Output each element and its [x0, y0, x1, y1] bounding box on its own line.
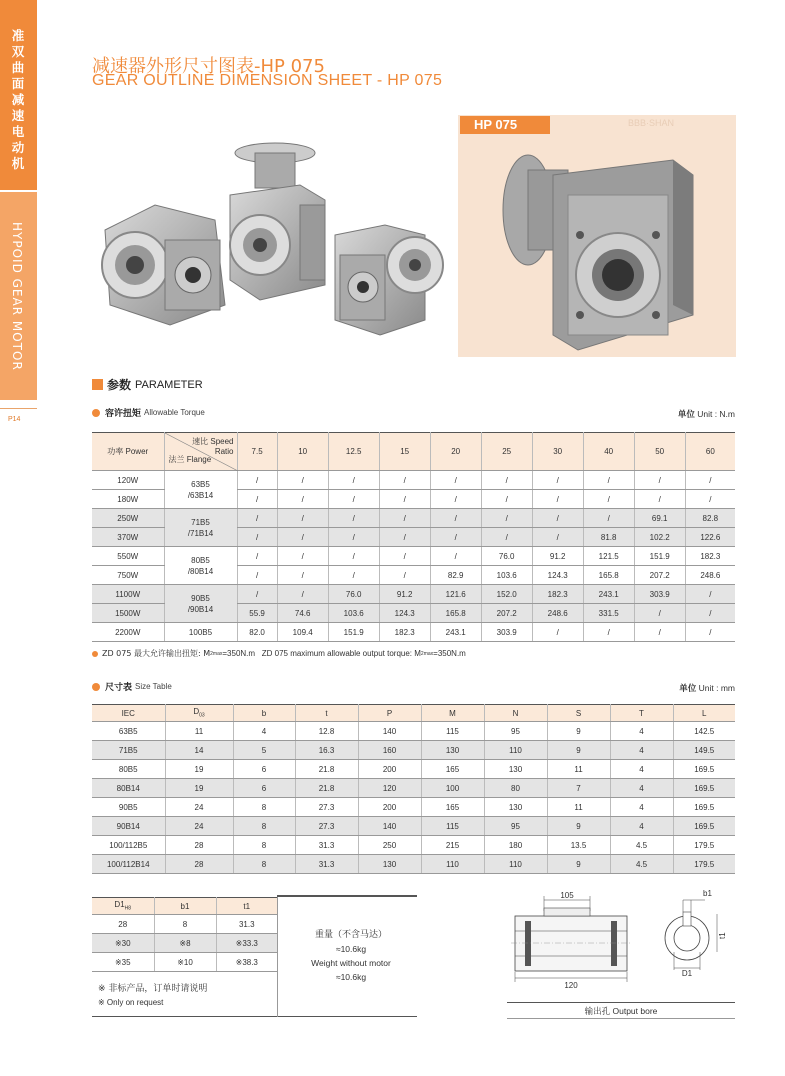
- torque-value-cell: /: [430, 547, 481, 566]
- torque-value-cell: /: [328, 528, 379, 547]
- torque-value-cell: 248.6: [685, 566, 735, 585]
- size-cell: 9: [547, 722, 610, 741]
- size-table: [92, 704, 735, 874]
- size-cell: 4.5: [610, 836, 673, 855]
- size-cell: 110: [484, 741, 547, 760]
- size-cell: 24: [165, 798, 233, 817]
- size-cell: 4: [610, 741, 673, 760]
- side-tab-en-title: HYPOID GEAR MOTOR: [10, 222, 24, 371]
- header-t-cap: T: [610, 705, 673, 722]
- size-cell: 215: [421, 836, 484, 855]
- size-cell: 130: [484, 798, 547, 817]
- parameter-heading: 参数 PARAMETER: [92, 376, 203, 393]
- torque-value-cell: 82.9: [430, 566, 481, 585]
- side-divider: [0, 408, 37, 409]
- header-power: 功率 Power: [92, 433, 164, 471]
- torque-value-cell: 207.2: [481, 604, 532, 623]
- size-unit: 单位 Unit : mm: [679, 683, 735, 694]
- torque-value-cell: /: [634, 471, 685, 490]
- torque-value-cell: 182.3: [685, 547, 735, 566]
- torque-value-cell: /: [634, 490, 685, 509]
- power-cell: 1500W: [92, 604, 164, 623]
- torque-value-cell: /: [532, 528, 583, 547]
- bore-table: [92, 897, 277, 972]
- size-cell: 179.5: [673, 836, 735, 855]
- torque-value-cell: /: [328, 509, 379, 528]
- torque-value-cell: /: [583, 509, 634, 528]
- side-tab-cn-title: 准 双 曲 面 减 速 电 动 机: [11, 28, 25, 171]
- torque-value-cell: 55.9: [237, 604, 277, 623]
- torque-value-cell: /: [685, 604, 735, 623]
- side-tab: [0, 0, 37, 400]
- size-cell: 5: [233, 741, 295, 760]
- size-row: [92, 798, 735, 817]
- size-cell: 140: [358, 817, 421, 836]
- output-bore-drawing: [507, 886, 735, 1002]
- size-cell: 8: [233, 836, 295, 855]
- size-cell: 149.5: [673, 741, 735, 760]
- torque-value-cell: /: [379, 566, 430, 585]
- size-cell: 95: [484, 722, 547, 741]
- size-cell: 6: [233, 779, 295, 798]
- size-cell: 110: [421, 855, 484, 874]
- size-cell: 165: [421, 798, 484, 817]
- torque-value-cell: 152.0: [481, 585, 532, 604]
- torque-value-cell: /: [634, 623, 685, 642]
- torque-value-cell: /: [328, 566, 379, 585]
- torque-value-cell: /: [532, 490, 583, 509]
- torque-value-cell: 124.3: [532, 566, 583, 585]
- power-cell: 370W: [92, 528, 164, 547]
- torque-value-cell: 122.6: [685, 528, 735, 547]
- size-row: [92, 855, 735, 874]
- header-iec: IEC: [92, 705, 165, 722]
- torque-value-cell: /: [379, 471, 430, 490]
- size-cell: 11: [547, 798, 610, 817]
- torque-header-row: [92, 433, 735, 471]
- flange-cell: 71B5 /71B14: [164, 509, 237, 547]
- torque-value-cell: /: [277, 585, 328, 604]
- bullet-dot-icon: [92, 651, 98, 657]
- torque-value-cell: /: [277, 566, 328, 585]
- torque-value-cell: 151.9: [634, 547, 685, 566]
- torque-value-cell: 165.8: [583, 566, 634, 585]
- bullet-dot-icon: [92, 409, 100, 417]
- torque-value-cell: /: [685, 471, 735, 490]
- size-cell: 4: [610, 760, 673, 779]
- torque-value-cell: 76.0: [328, 585, 379, 604]
- size-cell: 14: [165, 741, 233, 760]
- header-ratio: 50: [634, 433, 685, 471]
- size-row: [92, 836, 735, 855]
- header-b: b: [233, 705, 295, 722]
- size-cell: 63B5: [92, 722, 165, 741]
- torque-value-cell: /: [532, 623, 583, 642]
- size-heading: 尺寸表 Size Table: [92, 680, 172, 693]
- dim-t1-label: t1: [718, 932, 727, 939]
- bore-cell: ※10: [154, 953, 216, 972]
- torque-value-cell: /: [583, 471, 634, 490]
- dim-105-label: 105: [560, 891, 574, 900]
- torque-value-cell: 76.0: [481, 547, 532, 566]
- power-cell: 550W: [92, 547, 164, 566]
- size-row: [92, 722, 735, 741]
- page-title-en: GEAR OUTLINE DIMENSION SHEET - HP 075: [92, 72, 443, 89]
- bore-row: [92, 953, 277, 972]
- torque-value-cell: /: [237, 566, 277, 585]
- header-ratio: 30: [532, 433, 583, 471]
- size-cell: 4: [610, 779, 673, 798]
- bore-frame-top: [277, 895, 417, 897]
- size-cell: 9: [547, 741, 610, 760]
- bore-cell: 31.3: [216, 915, 277, 934]
- size-cell: 130: [421, 741, 484, 760]
- torque-value-cell: 102.2: [634, 528, 685, 547]
- torque-heading: 容许扭矩 Allowable Torque: [92, 406, 205, 419]
- torque-value-cell: 207.2: [634, 566, 685, 585]
- size-cell: 6: [233, 760, 295, 779]
- size-cell: 4.5: [610, 855, 673, 874]
- power-cell: 120W: [92, 471, 164, 490]
- power-cell: 180W: [92, 490, 164, 509]
- flange-cell: 63B5 /63B14: [164, 471, 237, 509]
- torque-value-cell: 103.6: [481, 566, 532, 585]
- size-cell: 11: [547, 760, 610, 779]
- torque-value-cell: 165.8: [430, 604, 481, 623]
- torque-value-cell: 182.3: [532, 585, 583, 604]
- dim-120-label: 120: [564, 981, 578, 990]
- torque-value-cell: 91.2: [379, 585, 430, 604]
- size-cell: 130: [358, 855, 421, 874]
- torque-row: [92, 471, 735, 490]
- header-ratio: 7.5: [237, 433, 277, 471]
- size-cell: 13.5: [547, 836, 610, 855]
- header-ratio: 15: [379, 433, 430, 471]
- dim-b1-label: b1: [703, 889, 712, 898]
- header-ratio: 12.5: [328, 433, 379, 471]
- size-header-row: [92, 705, 735, 722]
- size-cell: 11: [165, 722, 233, 741]
- header-t: t: [295, 705, 358, 722]
- torque-value-cell: /: [328, 471, 379, 490]
- header-ratio-flange: 速比 Speed Ratio 法兰 Flange: [164, 433, 237, 471]
- size-cell: 100: [421, 779, 484, 798]
- nonstandard-note-en: ※ Only on request: [98, 998, 164, 1007]
- torque-value-cell: /: [379, 509, 430, 528]
- size-cell: 179.5: [673, 855, 735, 874]
- size-cell: 80: [484, 779, 547, 798]
- size-cell: 31.3: [295, 855, 358, 874]
- torque-value-cell: /: [685, 490, 735, 509]
- torque-value-cell: 82.0: [237, 623, 277, 642]
- torque-value-cell: /: [430, 509, 481, 528]
- torque-value-cell: 103.6: [328, 604, 379, 623]
- size-cell: 160: [358, 741, 421, 760]
- torque-value-cell: /: [328, 547, 379, 566]
- gearbox-1-image: [102, 205, 225, 325]
- torque-value-cell: /: [237, 585, 277, 604]
- page-title-cn: 减速器外形尺寸图表-HP 075: [92, 56, 325, 77]
- size-cell: 8: [233, 798, 295, 817]
- bore-header-row: [92, 898, 277, 915]
- size-cell: 140: [358, 722, 421, 741]
- size-cell: 19: [165, 760, 233, 779]
- header-b1: b1: [154, 898, 216, 915]
- dim-d1-label: D1: [681, 969, 693, 978]
- bore-cell: ※38.3: [216, 953, 277, 972]
- size-cell: 31.3: [295, 836, 358, 855]
- torque-value-cell: 151.9: [328, 623, 379, 642]
- bore-cell: 28: [92, 915, 154, 934]
- torque-note: ZD 075 最大允许输出扭矩: M 2max =350N.m ZD 075 maximum allowable output torque: M 2max =350N.m: [92, 648, 466, 659]
- hp075-label: HP 075: [460, 116, 550, 134]
- torque-value-cell: /: [237, 490, 277, 509]
- torque-value-cell: 248.6: [532, 604, 583, 623]
- size-cell: 24: [165, 817, 233, 836]
- torque-value-cell: 303.9: [481, 623, 532, 642]
- torque-row: [92, 547, 735, 566]
- torque-value-cell: /: [237, 528, 277, 547]
- torque-value-cell: 182.3: [379, 623, 430, 642]
- size-cell: 169.5: [673, 779, 735, 798]
- torque-value-cell: /: [532, 509, 583, 528]
- torque-value-cell: 124.3: [379, 604, 430, 623]
- header-d: $D_{03}$: [165, 705, 233, 722]
- power-cell: 250W: [92, 509, 164, 528]
- flange-cell: 80B5 /80B14: [164, 547, 237, 585]
- size-cell: 8: [233, 817, 295, 836]
- size-cell: 115: [421, 722, 484, 741]
- size-cell: 169.5: [673, 817, 735, 836]
- torque-value-cell: /: [430, 471, 481, 490]
- nonstandard-note-cn: ※ 非标产品，订单时请说明: [98, 984, 208, 994]
- header-l: L: [673, 705, 735, 722]
- torque-value-cell: /: [583, 490, 634, 509]
- torque-value-cell: /: [237, 471, 277, 490]
- torque-value-cell: /: [481, 490, 532, 509]
- torque-value-cell: 303.9: [634, 585, 685, 604]
- torque-value-cell: 331.5: [583, 604, 634, 623]
- weight-info: 重量（不含马达） ≈10.6kg Weight without motor ≈10.6kg: [311, 930, 391, 982]
- size-cell: 120: [358, 779, 421, 798]
- size-cell: 8: [233, 855, 295, 874]
- size-cell: 95: [484, 817, 547, 836]
- torque-value-cell: 243.1: [583, 585, 634, 604]
- heading-square-icon: [92, 379, 103, 390]
- size-row: [92, 779, 735, 798]
- size-cell: 200: [358, 760, 421, 779]
- torque-value-cell: /: [277, 471, 328, 490]
- torque-value-cell: /: [379, 528, 430, 547]
- torque-value-cell: 91.2: [532, 547, 583, 566]
- size-cell: 4: [610, 722, 673, 741]
- torque-value-cell: /: [277, 509, 328, 528]
- torque-value-cell: /: [237, 509, 277, 528]
- hp075-photo: [458, 115, 736, 357]
- header-t1: t1: [216, 898, 277, 915]
- torque-value-cell: /: [328, 490, 379, 509]
- size-cell: 250: [358, 836, 421, 855]
- torque-value-cell: /: [481, 528, 532, 547]
- size-cell: 27.3: [295, 798, 358, 817]
- torque-value-cell: /: [237, 547, 277, 566]
- size-cell: 7: [547, 779, 610, 798]
- bore-divider: [277, 897, 278, 1017]
- torque-row: [92, 623, 735, 642]
- torque-row: [92, 585, 735, 604]
- gearbox-3-image: [335, 225, 443, 335]
- header-ratio: 40: [583, 433, 634, 471]
- torque-value-cell: 121.6: [430, 585, 481, 604]
- size-cell: 180: [484, 836, 547, 855]
- size-cell: 27.3: [295, 817, 358, 836]
- torque-unit: 单位 Unit : N.m: [677, 409, 735, 420]
- size-cell: 165: [421, 760, 484, 779]
- watermark: BBB·SHAN: [628, 118, 675, 128]
- torque-value-cell: /: [277, 547, 328, 566]
- header-ratio: 20: [430, 433, 481, 471]
- size-cell: 28: [165, 836, 233, 855]
- torque-value-cell: 243.1: [430, 623, 481, 642]
- torque-value-cell: /: [430, 528, 481, 547]
- hp075-gearbox-image: [458, 115, 736, 357]
- torque-value-cell: /: [634, 604, 685, 623]
- bore-cell: ※33.3: [216, 934, 277, 953]
- size-cell: 21.8: [295, 760, 358, 779]
- header-ratio: 10: [277, 433, 328, 471]
- power-cell: 750W: [92, 566, 164, 585]
- torque-value-cell: 74.6: [277, 604, 328, 623]
- header-ratio: 25: [481, 433, 532, 471]
- bore-cell: ※30: [92, 934, 154, 953]
- torque-value-cell: /: [532, 471, 583, 490]
- size-cell: 142.5: [673, 722, 735, 741]
- size-row: [92, 741, 735, 760]
- size-cell: 28: [165, 855, 233, 874]
- header-p: P: [358, 705, 421, 722]
- size-cell: 90B5: [92, 798, 165, 817]
- size-cell: 4: [610, 798, 673, 817]
- bore-cell: ※35: [92, 953, 154, 972]
- size-cell: 71B5: [92, 741, 165, 760]
- page-number: P14: [8, 416, 21, 423]
- bullet-dot-icon: [92, 683, 100, 691]
- power-cell: 1100W: [92, 585, 164, 604]
- torque-value-cell: /: [685, 623, 735, 642]
- size-cell: 9: [547, 855, 610, 874]
- header-n: N: [484, 705, 547, 722]
- torque-value-cell: 121.5: [583, 547, 634, 566]
- torque-value-cell: 81.8: [583, 528, 634, 547]
- torque-value-cell: /: [379, 547, 430, 566]
- size-cell: 130: [484, 760, 547, 779]
- flange-cell: 90B5 /90B14: [164, 585, 237, 623]
- header-m: M: [421, 705, 484, 722]
- size-cell: 169.5: [673, 798, 735, 817]
- bore-row: [92, 915, 277, 934]
- flange-cell: 100B5: [164, 623, 237, 642]
- size-cell: 169.5: [673, 760, 735, 779]
- bore-row: [92, 934, 277, 953]
- size-cell: 90B14: [92, 817, 165, 836]
- header-ratio: 60: [685, 433, 735, 471]
- torque-value-cell: 69.1: [634, 509, 685, 528]
- size-cell: 110: [484, 855, 547, 874]
- gearbox-2-image: [230, 143, 325, 300]
- size-cell: 12.8: [295, 722, 358, 741]
- product-photo-group: [95, 135, 445, 350]
- size-cell: 80B14: [92, 779, 165, 798]
- torque-value-cell: /: [685, 585, 735, 604]
- size-cell: 80B5: [92, 760, 165, 779]
- torque-value-cell: /: [430, 490, 481, 509]
- torque-value-cell: /: [277, 528, 328, 547]
- size-cell: 4: [610, 817, 673, 836]
- torque-value-cell: 82.8: [685, 509, 735, 528]
- torque-value-cell: 109.4: [277, 623, 328, 642]
- bore-cell: ※8: [154, 934, 216, 953]
- power-cell: 2200W: [92, 623, 164, 642]
- torque-value-cell: /: [481, 471, 532, 490]
- torque-value-cell: /: [379, 490, 430, 509]
- torque-table: [92, 432, 735, 642]
- bore-cell: 8: [154, 915, 216, 934]
- size-cell: 16.3: [295, 741, 358, 760]
- output-bore-caption: 输出孔 Output bore: [507, 1002, 735, 1019]
- size-row: [92, 817, 735, 836]
- size-cell: 200: [358, 798, 421, 817]
- size-cell: 19: [165, 779, 233, 798]
- header-s: S: [547, 705, 610, 722]
- size-cell: 100/112B14: [92, 855, 165, 874]
- size-cell: 21.8: [295, 779, 358, 798]
- size-row: [92, 760, 735, 779]
- size-cell: 115: [421, 817, 484, 836]
- size-cell: 9: [547, 817, 610, 836]
- torque-row: [92, 509, 735, 528]
- torque-value-cell: /: [481, 509, 532, 528]
- size-cell: 4: [233, 722, 295, 741]
- header-d1: $D1_{H8}$: [92, 898, 154, 915]
- torque-value-cell: /: [277, 490, 328, 509]
- torque-value-cell: /: [583, 623, 634, 642]
- size-cell: 100/112B5: [92, 836, 165, 855]
